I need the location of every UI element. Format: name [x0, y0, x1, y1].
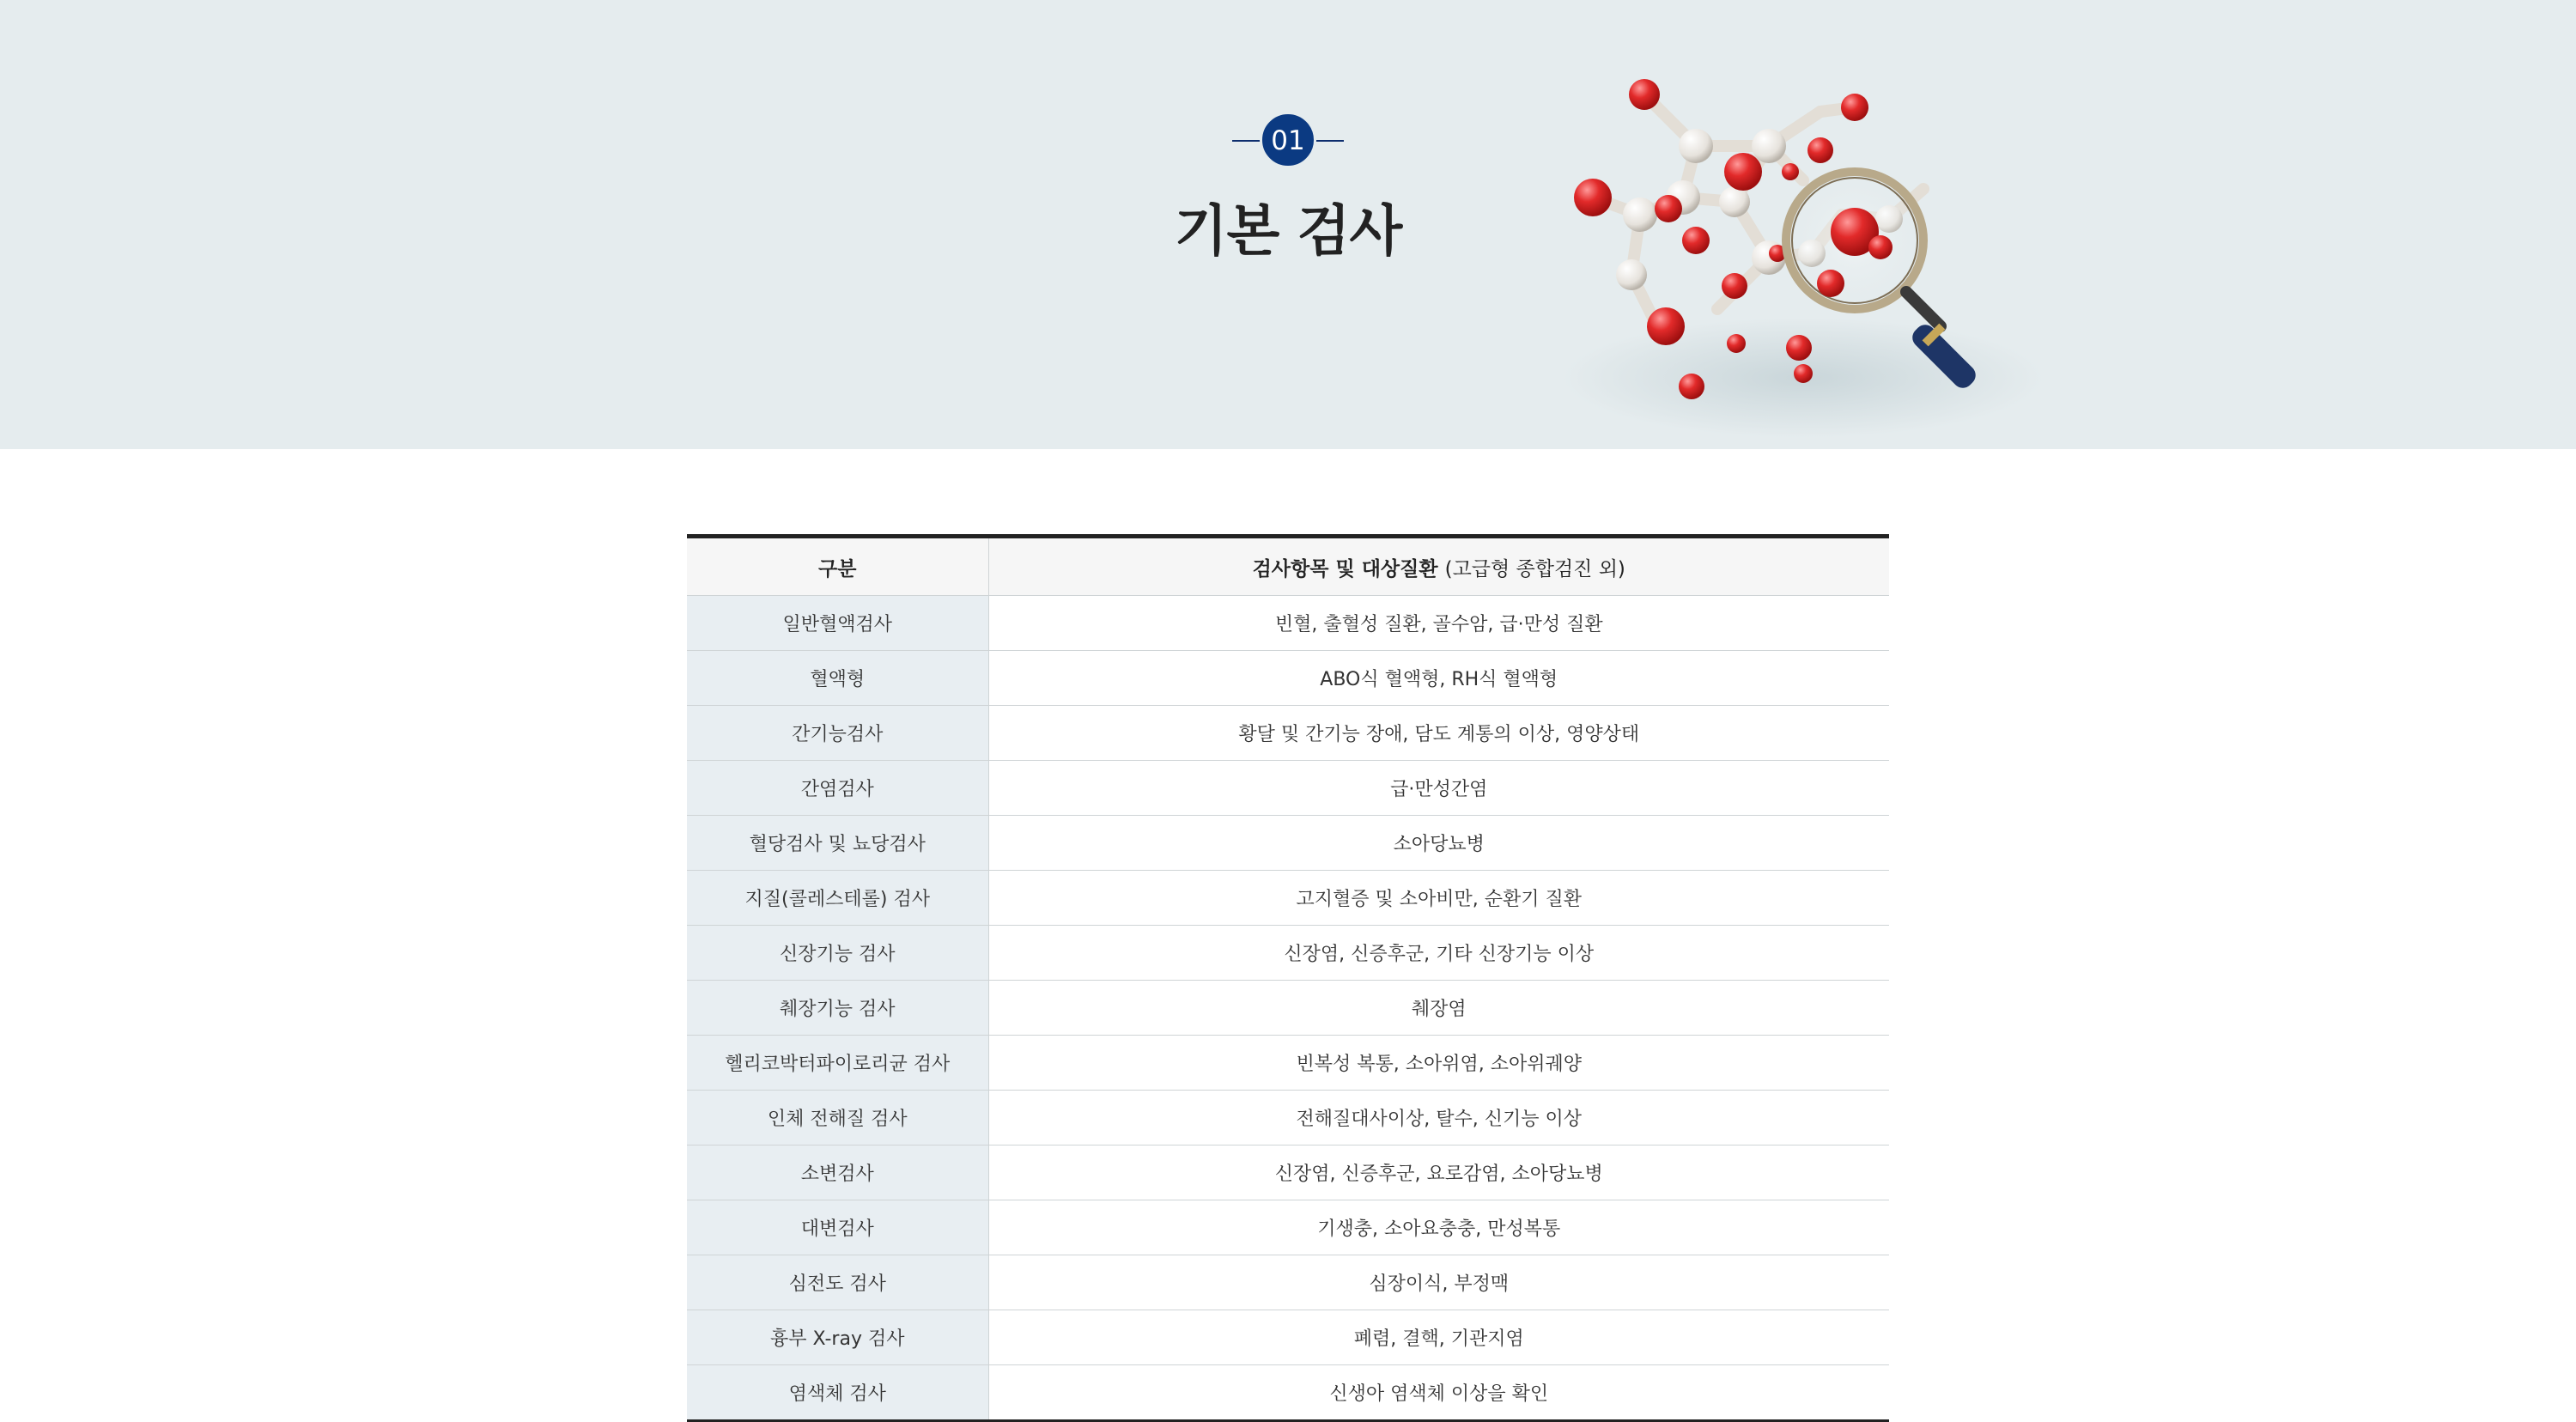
row-items: 폐렴, 결핵, 기관지염	[988, 1310, 1889, 1365]
row-items: ABO식 혈액형, RH식 혈액형	[988, 651, 1889, 706]
table-row	[687, 761, 1889, 816]
row-items: 소아당뇨병	[988, 816, 1889, 871]
row-category: 간기능검사	[687, 706, 988, 761]
table-row	[687, 926, 1889, 981]
header-items	[988, 537, 1889, 596]
row-items: 전해질대사이상, 탈수, 신기능 이상	[988, 1091, 1889, 1146]
table-row	[687, 1036, 1889, 1091]
row-items: 빈혈, 출혈성 질환, 골수암, 급·만성 질환	[988, 596, 1889, 651]
table-row	[687, 981, 1889, 1036]
section-number: 01	[1260, 112, 1316, 168]
header-items-label: 검사항목 및 대상질환	[1252, 557, 1438, 580]
page-title: 기본 검사	[1174, 200, 1402, 264]
table-row	[687, 1091, 1889, 1146]
row-items: 고지혈증 및 소아비만, 순환기 질환	[988, 871, 1889, 926]
table-row	[687, 871, 1889, 926]
row-items: 신생아 염색체 이상을 확인	[1329, 1383, 1549, 1405]
section-number-badge	[1232, 112, 1344, 170]
table-row	[687, 706, 1889, 761]
table-header-row	[687, 537, 1889, 596]
row-category: 신장기능 검사	[687, 926, 988, 981]
row-category: 간염검사	[687, 761, 988, 816]
row-category: 지질(콜레스테롤) 검사	[687, 871, 988, 926]
molecule-magnifier-icon	[1511, 69, 2112, 498]
row-items: 신장염, 신증후군, 기타 신장기능 이상	[988, 926, 1889, 981]
row-items: 황달 및 간기능 장애, 담도 계통의 이상, 영양상태	[988, 706, 1889, 761]
table-row	[687, 816, 1889, 871]
row-category: 인체 전해질 검사	[687, 1091, 988, 1146]
table-row	[687, 1200, 1889, 1255]
row-items: 빈복성 복통, 소아위염, 소아위궤양	[988, 1036, 1889, 1091]
table-row	[687, 1146, 1889, 1200]
header-category: 구분	[687, 537, 988, 596]
row-category: 심전도 검사	[687, 1255, 988, 1310]
row-category: 일반혈액검사	[687, 596, 988, 651]
table-row	[687, 1255, 1889, 1310]
section-hero	[0, 0, 2576, 449]
row-category: 흉부 X-ray 검사	[687, 1310, 988, 1365]
row-category: 헬리코박터파이로리균 검사	[687, 1036, 988, 1091]
row-items: 급·만성간염	[988, 761, 1889, 816]
row-category: 췌장기능 검사	[687, 981, 988, 1036]
row-category: 소변검사	[687, 1146, 988, 1200]
table-row	[687, 596, 1889, 651]
table-row	[687, 1310, 1889, 1365]
row-items: 신장염, 신증후군, 요로감염, 소아당뇨병	[988, 1146, 1889, 1200]
row-items: 심장이식, 부정맥	[988, 1255, 1889, 1310]
row-items: 췌장염	[988, 981, 1889, 1036]
table-row	[687, 1365, 1889, 1421]
row-category: 혈액형	[687, 651, 988, 706]
table-row	[687, 651, 1889, 706]
row-category: 혈당검사 및 뇨당검사	[687, 816, 988, 871]
row-category: 염색체 검사	[687, 1365, 988, 1421]
header-items-note: (고급형 종합검진 외)	[1444, 557, 1625, 580]
exam-table	[687, 534, 1889, 1422]
row-category: 대변검사	[687, 1200, 988, 1255]
row-items: 기생충, 소아요충충, 만성복통	[988, 1200, 1889, 1255]
